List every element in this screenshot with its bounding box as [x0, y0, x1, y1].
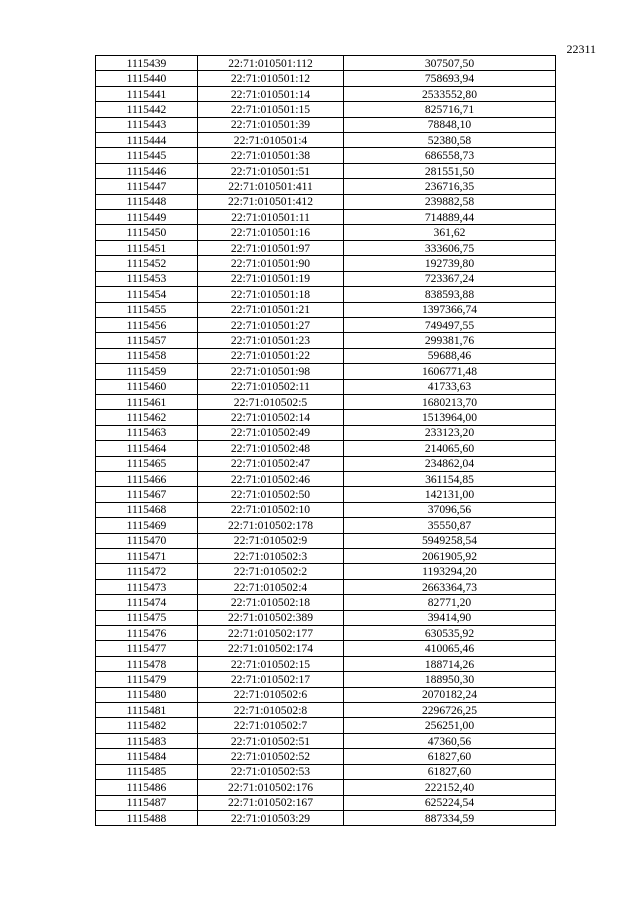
record-number-cell: 1115484: [96, 749, 198, 764]
cadastral-value-cell: 1513964,00: [344, 410, 556, 425]
cadastral-value-cell: 47360,56: [344, 733, 556, 748]
table-row: [96, 240, 556, 255]
table-row: [96, 348, 556, 363]
record-number-cell: 1115447: [96, 179, 198, 194]
record-number-cell: 1115445: [96, 148, 198, 163]
table-row: [96, 179, 556, 194]
table-row: [96, 810, 556, 825]
table-row: [96, 425, 556, 440]
cadastral-value-cell: 37096,56: [344, 502, 556, 517]
record-number-cell: 1115461: [96, 394, 198, 409]
cadastral-number-cell: 22:71:010501:22: [198, 348, 344, 363]
cadastral-value-cell: 52380,58: [344, 133, 556, 148]
cadastral-value-cell: 188714,26: [344, 656, 556, 671]
record-number-cell: 1115460: [96, 379, 198, 394]
table-row: [96, 317, 556, 332]
record-number-cell: 1115473: [96, 579, 198, 594]
record-number-cell: 1115440: [96, 71, 198, 86]
record-number-cell: 1115468: [96, 502, 198, 517]
record-number-cell: 1115475: [96, 610, 198, 625]
cadastral-value-table: [95, 55, 556, 826]
cadastral-number-cell: 22:71:010501:15: [198, 102, 344, 117]
record-number-cell: 1115481: [96, 703, 198, 718]
record-number-cell: 1115459: [96, 364, 198, 379]
record-number-cell: 1115448: [96, 194, 198, 209]
cadastral-value-cell: 630535,92: [344, 626, 556, 641]
record-number-cell: 1115450: [96, 225, 198, 240]
cadastral-value-cell: 236716,35: [344, 179, 556, 194]
record-number-cell: 1115479: [96, 672, 198, 687]
cadastral-value-cell: 758693,94: [344, 71, 556, 86]
cadastral-value-cell: 838593,88: [344, 287, 556, 302]
cadastral-value-cell: 361154,85: [344, 471, 556, 486]
record-number-cell: 1115470: [96, 533, 198, 548]
cadastral-value-cell: 1397366,74: [344, 302, 556, 317]
record-number-cell: 1115487: [96, 795, 198, 810]
cadastral-number-cell: 22:71:010502:14: [198, 410, 344, 425]
cadastral-number-cell: 22:71:010502:10: [198, 502, 344, 517]
cadastral-value-cell: 82771,20: [344, 595, 556, 610]
cadastral-value-cell: 234862,04: [344, 456, 556, 471]
record-number-cell: 1115444: [96, 133, 198, 148]
cadastral-value-cell: 723367,24: [344, 271, 556, 286]
cadastral-number-cell: 22:71:010502:18: [198, 595, 344, 610]
cadastral-value-cell: 361,62: [344, 225, 556, 240]
table-row: [96, 117, 556, 132]
table-row: [96, 471, 556, 486]
record-number-cell: 1115451: [96, 240, 198, 255]
record-number-cell: 1115453: [96, 271, 198, 286]
cadastral-number-cell: 22:71:010501:12: [198, 71, 344, 86]
cadastral-number-cell: 22:71:010501:38: [198, 148, 344, 163]
cadastral-number-cell: 22:71:010501:21: [198, 302, 344, 317]
cadastral-value-cell: 1606771,48: [344, 364, 556, 379]
cadastral-number-cell: 22:71:010502:6: [198, 687, 344, 702]
cadastral-number-cell: 22:71:010502:167: [198, 795, 344, 810]
cadastral-number-cell: 22:71:010502:174: [198, 641, 344, 656]
cadastral-number-cell: 22:71:010502:49: [198, 425, 344, 440]
cadastral-number-cell: 22:71:010501:19: [198, 271, 344, 286]
table-row: [96, 533, 556, 548]
cadastral-number-cell: 22:71:010501:112: [198, 56, 344, 71]
table-row: [96, 780, 556, 795]
table-row: [96, 626, 556, 641]
cadastral-value-cell: 1193294,20: [344, 564, 556, 579]
cadastral-value-cell: 39414,90: [344, 610, 556, 625]
record-number-cell: 1115476: [96, 626, 198, 641]
cadastral-value-cell: 192739,80: [344, 256, 556, 271]
record-number-cell: 1115488: [96, 810, 198, 825]
table-row: [96, 656, 556, 671]
table-row: [96, 302, 556, 317]
cadastral-value-cell: 78848,10: [344, 117, 556, 132]
table-row: [96, 102, 556, 117]
cadastral-value-cell: 686558,73: [344, 148, 556, 163]
record-number-cell: 1115452: [96, 256, 198, 271]
cadastral-number-cell: 22:71:010501:412: [198, 194, 344, 209]
cadastral-number-cell: 22:71:010502:3: [198, 549, 344, 564]
cadastral-value-cell: 825716,71: [344, 102, 556, 117]
table-row: [96, 210, 556, 225]
record-number-cell: 1115463: [96, 425, 198, 440]
cadastral-number-cell: 22:71:010502:2: [198, 564, 344, 579]
table-row: [96, 56, 556, 71]
cadastral-number-cell: 22:71:010501:39: [198, 117, 344, 132]
cadastral-number-cell: 22:71:010501:18: [198, 287, 344, 302]
cadastral-value-cell: 35550,87: [344, 518, 556, 533]
table-row: [96, 549, 556, 564]
cadastral-number-cell: 22:71:010502:9: [198, 533, 344, 548]
table-body: [96, 56, 556, 826]
cadastral-value-cell: 41733,63: [344, 379, 556, 394]
cadastral-number-cell: 22:71:010502:48: [198, 441, 344, 456]
cadastral-number-cell: 22:71:010501:16: [198, 225, 344, 240]
record-number-cell: 1115446: [96, 163, 198, 178]
record-number-cell: 1115486: [96, 780, 198, 795]
cadastral-value-cell: 239882,58: [344, 194, 556, 209]
table-row: [96, 564, 556, 579]
cadastral-number-cell: 22:71:010502:46: [198, 471, 344, 486]
cadastral-value-cell: 2296726,25: [344, 703, 556, 718]
cadastral-value-cell: 714889,44: [344, 210, 556, 225]
cadastral-value-cell: 887334,59: [344, 810, 556, 825]
table-row: [96, 133, 556, 148]
record-number-cell: 1115474: [96, 595, 198, 610]
record-number-cell: 1115458: [96, 348, 198, 363]
cadastral-number-cell: 22:71:010502:47: [198, 456, 344, 471]
table-row: [96, 518, 556, 533]
cadastral-number-cell: 22:71:010503:29: [198, 810, 344, 825]
record-number-cell: 1115456: [96, 317, 198, 332]
table-row: [96, 487, 556, 502]
cadastral-value-cell: 2061905,92: [344, 549, 556, 564]
table-row: [96, 456, 556, 471]
record-number-cell: 1115471: [96, 549, 198, 564]
record-number-cell: 1115464: [96, 441, 198, 456]
table-row: [96, 703, 556, 718]
cadastral-value-cell: 233123,20: [344, 425, 556, 440]
table-row: [96, 379, 556, 394]
record-number-cell: 1115442: [96, 102, 198, 117]
cadastral-value-cell: 5949258,54: [344, 533, 556, 548]
record-number-cell: 1115443: [96, 117, 198, 132]
cadastral-value-cell: 214065,60: [344, 441, 556, 456]
record-number-cell: 1115449: [96, 210, 198, 225]
cadastral-value-cell: 307507,50: [344, 56, 556, 71]
record-number-cell: 1115467: [96, 487, 198, 502]
record-number-cell: 1115485: [96, 764, 198, 779]
cadastral-value-cell: 222152,40: [344, 780, 556, 795]
record-number-cell: 1115439: [96, 56, 198, 71]
cadastral-value-cell: 1680213,70: [344, 394, 556, 409]
table-row: [96, 579, 556, 594]
cadastral-number-cell: 22:71:010502:53: [198, 764, 344, 779]
cadastral-number-cell: 22:71:010501:4: [198, 133, 344, 148]
cadastral-value-cell: 188950,30: [344, 672, 556, 687]
cadastral-value-cell: 333606,75: [344, 240, 556, 255]
cadastral-value-cell: 2070182,24: [344, 687, 556, 702]
table-row: [96, 71, 556, 86]
cadastral-value-cell: 410065,46: [344, 641, 556, 656]
record-number-cell: 1115465: [96, 456, 198, 471]
record-number-cell: 1115455: [96, 302, 198, 317]
cadastral-value-cell: 281551,50: [344, 163, 556, 178]
record-number-cell: 1115477: [96, 641, 198, 656]
record-number-cell: 1115462: [96, 410, 198, 425]
cadastral-number-cell: 22:71:010502:15: [198, 656, 344, 671]
cadastral-value-cell: 142131,00: [344, 487, 556, 502]
table-row: [96, 364, 556, 379]
record-number-cell: 1115478: [96, 656, 198, 671]
table-row: [96, 333, 556, 348]
cadastral-number-cell: 22:71:010501:23: [198, 333, 344, 348]
table-row: [96, 502, 556, 517]
record-number-cell: 1115472: [96, 564, 198, 579]
record-number-cell: 1115469: [96, 518, 198, 533]
record-number-cell: 1115454: [96, 287, 198, 302]
cadastral-value-cell: 2533552,80: [344, 86, 556, 101]
record-number-cell: 1115480: [96, 687, 198, 702]
table-row: [96, 194, 556, 209]
table-row: [96, 718, 556, 733]
table-row: [96, 441, 556, 456]
cadastral-number-cell: 22:71:010502:52: [198, 749, 344, 764]
table-row: [96, 595, 556, 610]
cadastral-value-cell: 61827,60: [344, 764, 556, 779]
table-row: [96, 749, 556, 764]
cadastral-value-cell: 59688,46: [344, 348, 556, 363]
cadastral-number-cell: 22:71:010501:11: [198, 210, 344, 225]
record-number-cell: 1115482: [96, 718, 198, 733]
cadastral-number-cell: 22:71:010501:90: [198, 256, 344, 271]
table-row: [96, 795, 556, 810]
cadastral-number-cell: 22:71:010501:14: [198, 86, 344, 101]
record-number-cell: 1115457: [96, 333, 198, 348]
table-row: [96, 687, 556, 702]
page-number: 22311: [566, 42, 596, 56]
table-row: [96, 610, 556, 625]
table-row: [96, 287, 556, 302]
table-row: [96, 641, 556, 656]
cadastral-number-cell: 22:71:010502:4: [198, 579, 344, 594]
cadastral-value-cell: 256251,00: [344, 718, 556, 733]
cadastral-number-cell: 22:71:010502:11: [198, 379, 344, 394]
table-row: [96, 163, 556, 178]
table-row: [96, 148, 556, 163]
cadastral-number-cell: 22:71:010502:178: [198, 518, 344, 533]
cadastral-value-cell: 749497,55: [344, 317, 556, 332]
cadastral-value-cell: 2663364,73: [344, 579, 556, 594]
cadastral-number-cell: 22:71:010502:7: [198, 718, 344, 733]
cadastral-number-cell: 22:71:010501:51: [198, 163, 344, 178]
cadastral-value-cell: 299381,76: [344, 333, 556, 348]
table-row: [96, 410, 556, 425]
table-row: [96, 271, 556, 286]
table-row: [96, 225, 556, 240]
cadastral-number-cell: 22:71:010502:5: [198, 394, 344, 409]
cadastral-number-cell: 22:71:010501:411: [198, 179, 344, 194]
record-number-cell: 1115466: [96, 471, 198, 486]
cadastral-number-cell: 22:71:010502:389: [198, 610, 344, 625]
cadastral-number-cell: 22:71:010502:8: [198, 703, 344, 718]
record-number-cell: 1115441: [96, 86, 198, 101]
table-row: [96, 256, 556, 271]
cadastral-value-cell: 61827,60: [344, 749, 556, 764]
table-row: [96, 733, 556, 748]
table-row: [96, 86, 556, 101]
table-row: [96, 764, 556, 779]
table-row: [96, 394, 556, 409]
record-number-cell: 1115483: [96, 733, 198, 748]
cadastral-number-cell: 22:71:010502:50: [198, 487, 344, 502]
cadastral-number-cell: 22:71:010501:98: [198, 364, 344, 379]
cadastral-number-cell: 22:71:010502:177: [198, 626, 344, 641]
table-row: [96, 672, 556, 687]
cadastral-value-cell: 625224,54: [344, 795, 556, 810]
cadastral-number-cell: 22:71:010501:27: [198, 317, 344, 332]
cadastral-number-cell: 22:71:010502:51: [198, 733, 344, 748]
cadastral-number-cell: 22:71:010502:17: [198, 672, 344, 687]
cadastral-number-cell: 22:71:010502:176: [198, 780, 344, 795]
cadastral-number-cell: 22:71:010501:97: [198, 240, 344, 255]
